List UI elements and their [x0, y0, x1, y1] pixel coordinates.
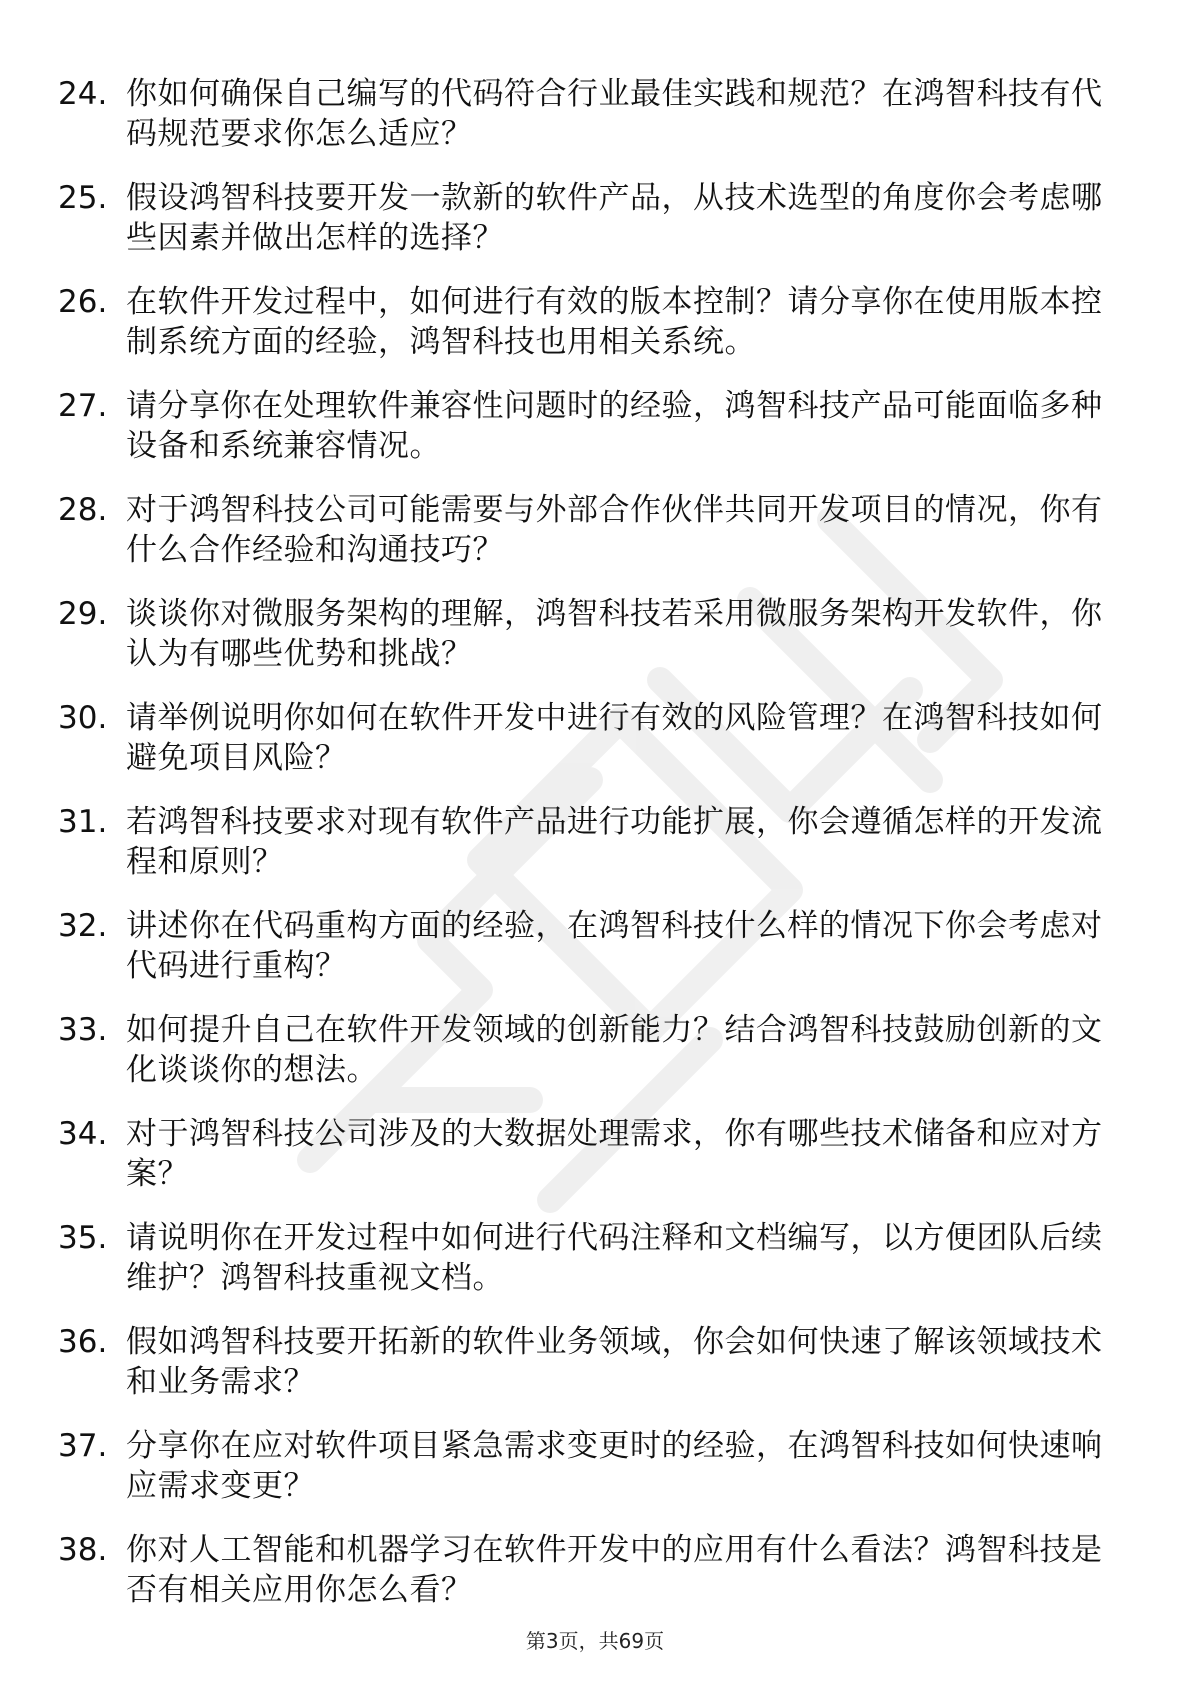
question-text: 请说明你在开发过程中如何进行代码注释和文档编写，以方便团队后续维护？鸿智科技重视文档。 [126, 1220, 1103, 1296]
question-number: 32. [58, 908, 108, 944]
question-text: 谈谈你对微服务架构的理解，鸿智科技若采用微服务架构开发软件，你认为有哪些优势和挑战？ [126, 596, 1103, 672]
question-item [58, 490, 1118, 570]
question-text: 若鸿智科技要求对现有软件产品进行功能扩展，你会遵循怎样的开发流程和原则？ [126, 804, 1103, 880]
question-item [58, 906, 1118, 986]
question-text: 假如鸿智科技要开拓新的软件业务领域，你会如何快速了解该领域技术和业务需求？ [126, 1324, 1103, 1400]
question-text: 请分享你在处理软件兼容性问题时的经验，鸿智科技产品可能面临多种设备和系统兼容情况。 [126, 388, 1103, 464]
question-number: 24. [58, 76, 108, 112]
question-item [58, 1114, 1118, 1194]
question-item [58, 1530, 1118, 1610]
question-item [58, 1218, 1118, 1298]
question-number: 27. [58, 388, 108, 424]
question-item [58, 1010, 1118, 1090]
question-number: 37. [58, 1428, 108, 1464]
question-text: 如何提升自己在软件开发领域的创新能力？结合鸿智科技鼓励创新的文化谈谈你的想法。 [126, 1012, 1103, 1088]
question-item [58, 74, 1118, 154]
question-number: 29. [58, 596, 108, 632]
question-text: 你对人工智能和机器学习在软件开发中的应用有什么看法？鸿智科技是否有相关应用你怎么看？ [126, 1532, 1103, 1608]
question-number: 31. [58, 804, 108, 840]
question-number: 34. [58, 1116, 108, 1152]
question-item [58, 594, 1118, 674]
question-number: 35. [58, 1220, 108, 1256]
page-footer [0, 1628, 1190, 1654]
question-number: 38. [58, 1532, 108, 1568]
question-list [58, 74, 1118, 1634]
question-number: 26. [58, 284, 108, 320]
question-number: 28. [58, 492, 108, 528]
question-text: 在软件开发过程中，如何进行有效的版本控制？请分享你在使用版本控制系统方面的经验，鸿智科技也用相关系统。 [126, 284, 1103, 360]
page-number: 第3页，共69页 [525, 1629, 665, 1653]
question-item [58, 698, 1118, 778]
question-number: 30. [58, 700, 108, 736]
question-item [58, 178, 1118, 258]
question-item [58, 1322, 1118, 1402]
question-item [58, 386, 1118, 466]
question-item [58, 1426, 1118, 1506]
question-number: 33. [58, 1012, 108, 1048]
question-number: 25. [58, 180, 108, 216]
question-number: 36. [58, 1324, 108, 1360]
question-text: 请举例说明你如何在软件开发中进行有效的风险管理？在鸿智科技如何避免项目风险？ [126, 700, 1103, 776]
question-text: 对于鸿智科技公司涉及的大数据处理需求，你有哪些技术储备和应对方案？ [126, 1116, 1103, 1192]
question-text: 分享你在应对软件项目紧急需求变更时的经验，在鸿智科技如何快速响应需求变更？ [126, 1428, 1103, 1504]
question-item [58, 282, 1118, 362]
question-item [58, 802, 1118, 882]
question-text: 假设鸿智科技要开发一款新的软件产品，从技术选型的角度你会考虑哪些因素并做出怎样的选择？ [126, 180, 1103, 256]
question-text: 讲述你在代码重构方面的经验，在鸿智科技什么样的情况下你会考虑对代码进行重构？ [126, 908, 1103, 984]
question-text: 你如何确保自己编写的代码符合行业最佳实践和规范？在鸿智科技有代码规范要求你怎么适应？ [126, 76, 1103, 152]
question-text: 对于鸿智科技公司可能需要与外部合作伙伴共同开发项目的情况，你有什么合作经验和沟通技巧？ [126, 492, 1103, 568]
